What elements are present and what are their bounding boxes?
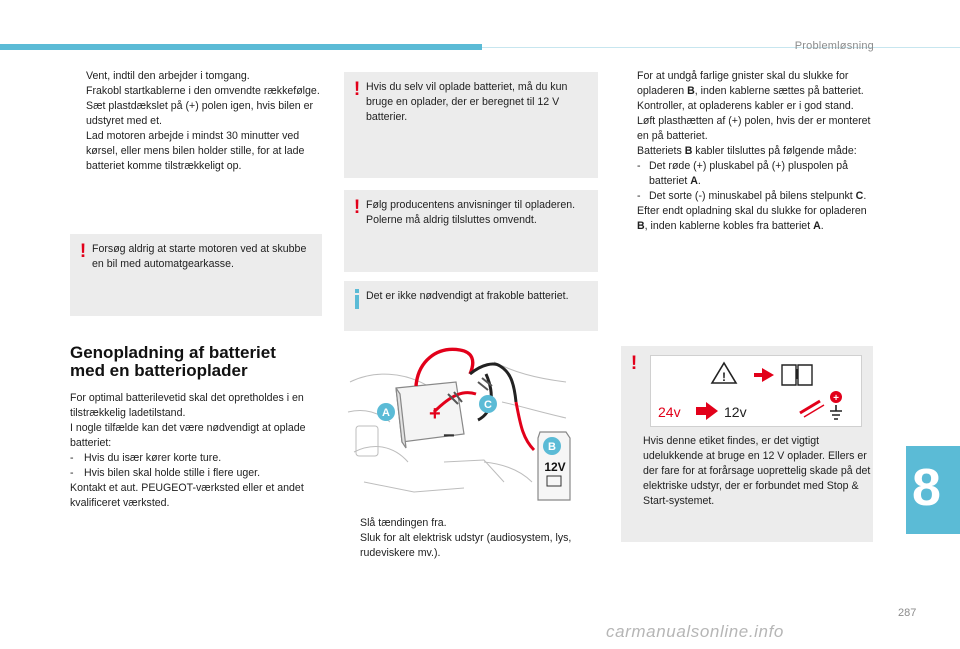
list-item: Sluk for alt elektrisk udstyr (audiosystem, lys, rudeviskere mv.). <box>360 532 572 559</box>
warning-text: Hvis du selv vil oplade batteriet, må du kun bruge en oplader, der er beregnet til 12 V batterier. <box>366 81 568 123</box>
section-heading: Genopladning af batteriet med en batterioplader <box>70 343 276 380</box>
marker-a-label: A <box>382 407 390 419</box>
battery-charging-illustration <box>344 342 572 502</box>
list-item: - Hvis du især kører korte ture. <box>70 452 222 464</box>
right-bullet-list <box>621 69 877 234</box>
chapter-tab: 8 <box>906 446 960 534</box>
list-item: Frakobl startkablerne i den omvendte rækkefølge. <box>86 85 320 97</box>
watermark: carmanualsonline.info <box>606 622 784 641</box>
plus-sign: + <box>429 403 441 425</box>
warning-icon: ! <box>353 79 361 100</box>
page-number: 287 <box>898 607 917 619</box>
warning-label-graphic <box>650 355 862 427</box>
charger-voltage: 12V <box>544 460 566 474</box>
paragraph: For optimal batterilevetid skal det opretholdes i en tilstrækkelig ladetilstand. <box>70 392 304 419</box>
warning-icon: ! <box>79 241 87 262</box>
intro-paragraphs <box>70 391 324 511</box>
minus-sign: − <box>443 425 455 447</box>
info-note-disconnect <box>344 281 598 331</box>
list-item: Efter endt opladning skal du slukke for opladeren B, inden kablerne kobles fra batteriet A. <box>637 205 867 232</box>
info-icon <box>354 289 360 309</box>
warning-note-12v <box>344 72 598 178</box>
warning-icon: ! <box>353 197 361 218</box>
mid-bullet-list <box>344 516 598 561</box>
list-item: Lad motoren arbejde i mindst 30 minutter ved kørsel, eller mens bilen holder stille, for at lade batteriet komme tilstrækkeligt op. <box>86 130 305 172</box>
header-accent-bar <box>0 44 482 50</box>
voltage-24v: 24v <box>658 404 681 420</box>
voltage-12v: 12v <box>724 404 747 420</box>
list-item: For at undgå farlige gnister skal du slukke for opladeren B, inden kablerne sættes på batteriet. <box>637 70 864 97</box>
warning-note-manufacturer <box>344 190 598 272</box>
warning-text: Forsøg aldrig at starte motoren ved at skubbe en bil med automatgearkasse. <box>92 243 307 270</box>
header-divider <box>482 47 960 48</box>
stop-start-note-text: Hvis denne etiket findes, er det vigtigt udelukkende at bruge en 12 V oplader. Ellers er der fare for at forårsage uoprettelig skade på det elektriske udstyr, der er forbundet med Stop & Start-systemet. <box>643 435 871 507</box>
svg-text:+: + <box>833 393 839 404</box>
section-title: Problemløsning <box>794 40 874 52</box>
list-item: Slå tændingen fra. <box>360 517 447 529</box>
warning-text: Følg producentens anvisninger til opladeren. Polerne må aldrig tilsluttes omvendt. <box>366 199 576 226</box>
sub-list-item: - Det røde (+) pluskabel på (+) pluspolen på batteriet A. <box>637 160 849 187</box>
sub-list-item: - Det sorte (-) minuskabel på bilens stelpunkt C. <box>637 190 867 202</box>
left-bullet-list <box>70 69 322 174</box>
list-item: Løft plasthætten af (+) polen, hvis der er monteret en på batteriet. <box>637 115 871 142</box>
list-item: Sæt plastdækslet på (+) polen igen, hvis bilen er udstyret med et. <box>86 100 314 127</box>
warning-icon: ! <box>630 353 638 374</box>
list-item: Kontroller, at opladerens kabler er i god stand. <box>637 100 854 112</box>
marker-c-label: C <box>484 399 492 411</box>
paragraph: Kontakt et aut. PEUGEOT-værksted eller et andet kvalificeret værksted. <box>70 482 304 509</box>
list-item: Vent, indtil den arbejder i tomgang. <box>86 70 250 82</box>
paragraph: I nogle tilfælde kan det være nødvendigt at oplade batteriet: <box>70 422 306 449</box>
list-item: - Hvis bilen skal holde stille i flere uger. <box>70 467 261 479</box>
info-text: Det er ikke nødvendigt at frakoble batteriet. <box>366 290 569 302</box>
marker-b-label: B <box>548 441 556 453</box>
svg-text:!: ! <box>722 370 726 384</box>
warning-note-automatic <box>70 234 322 316</box>
list-item: Batteriets B kabler tilsluttes på følgende måde: <box>637 145 857 157</box>
